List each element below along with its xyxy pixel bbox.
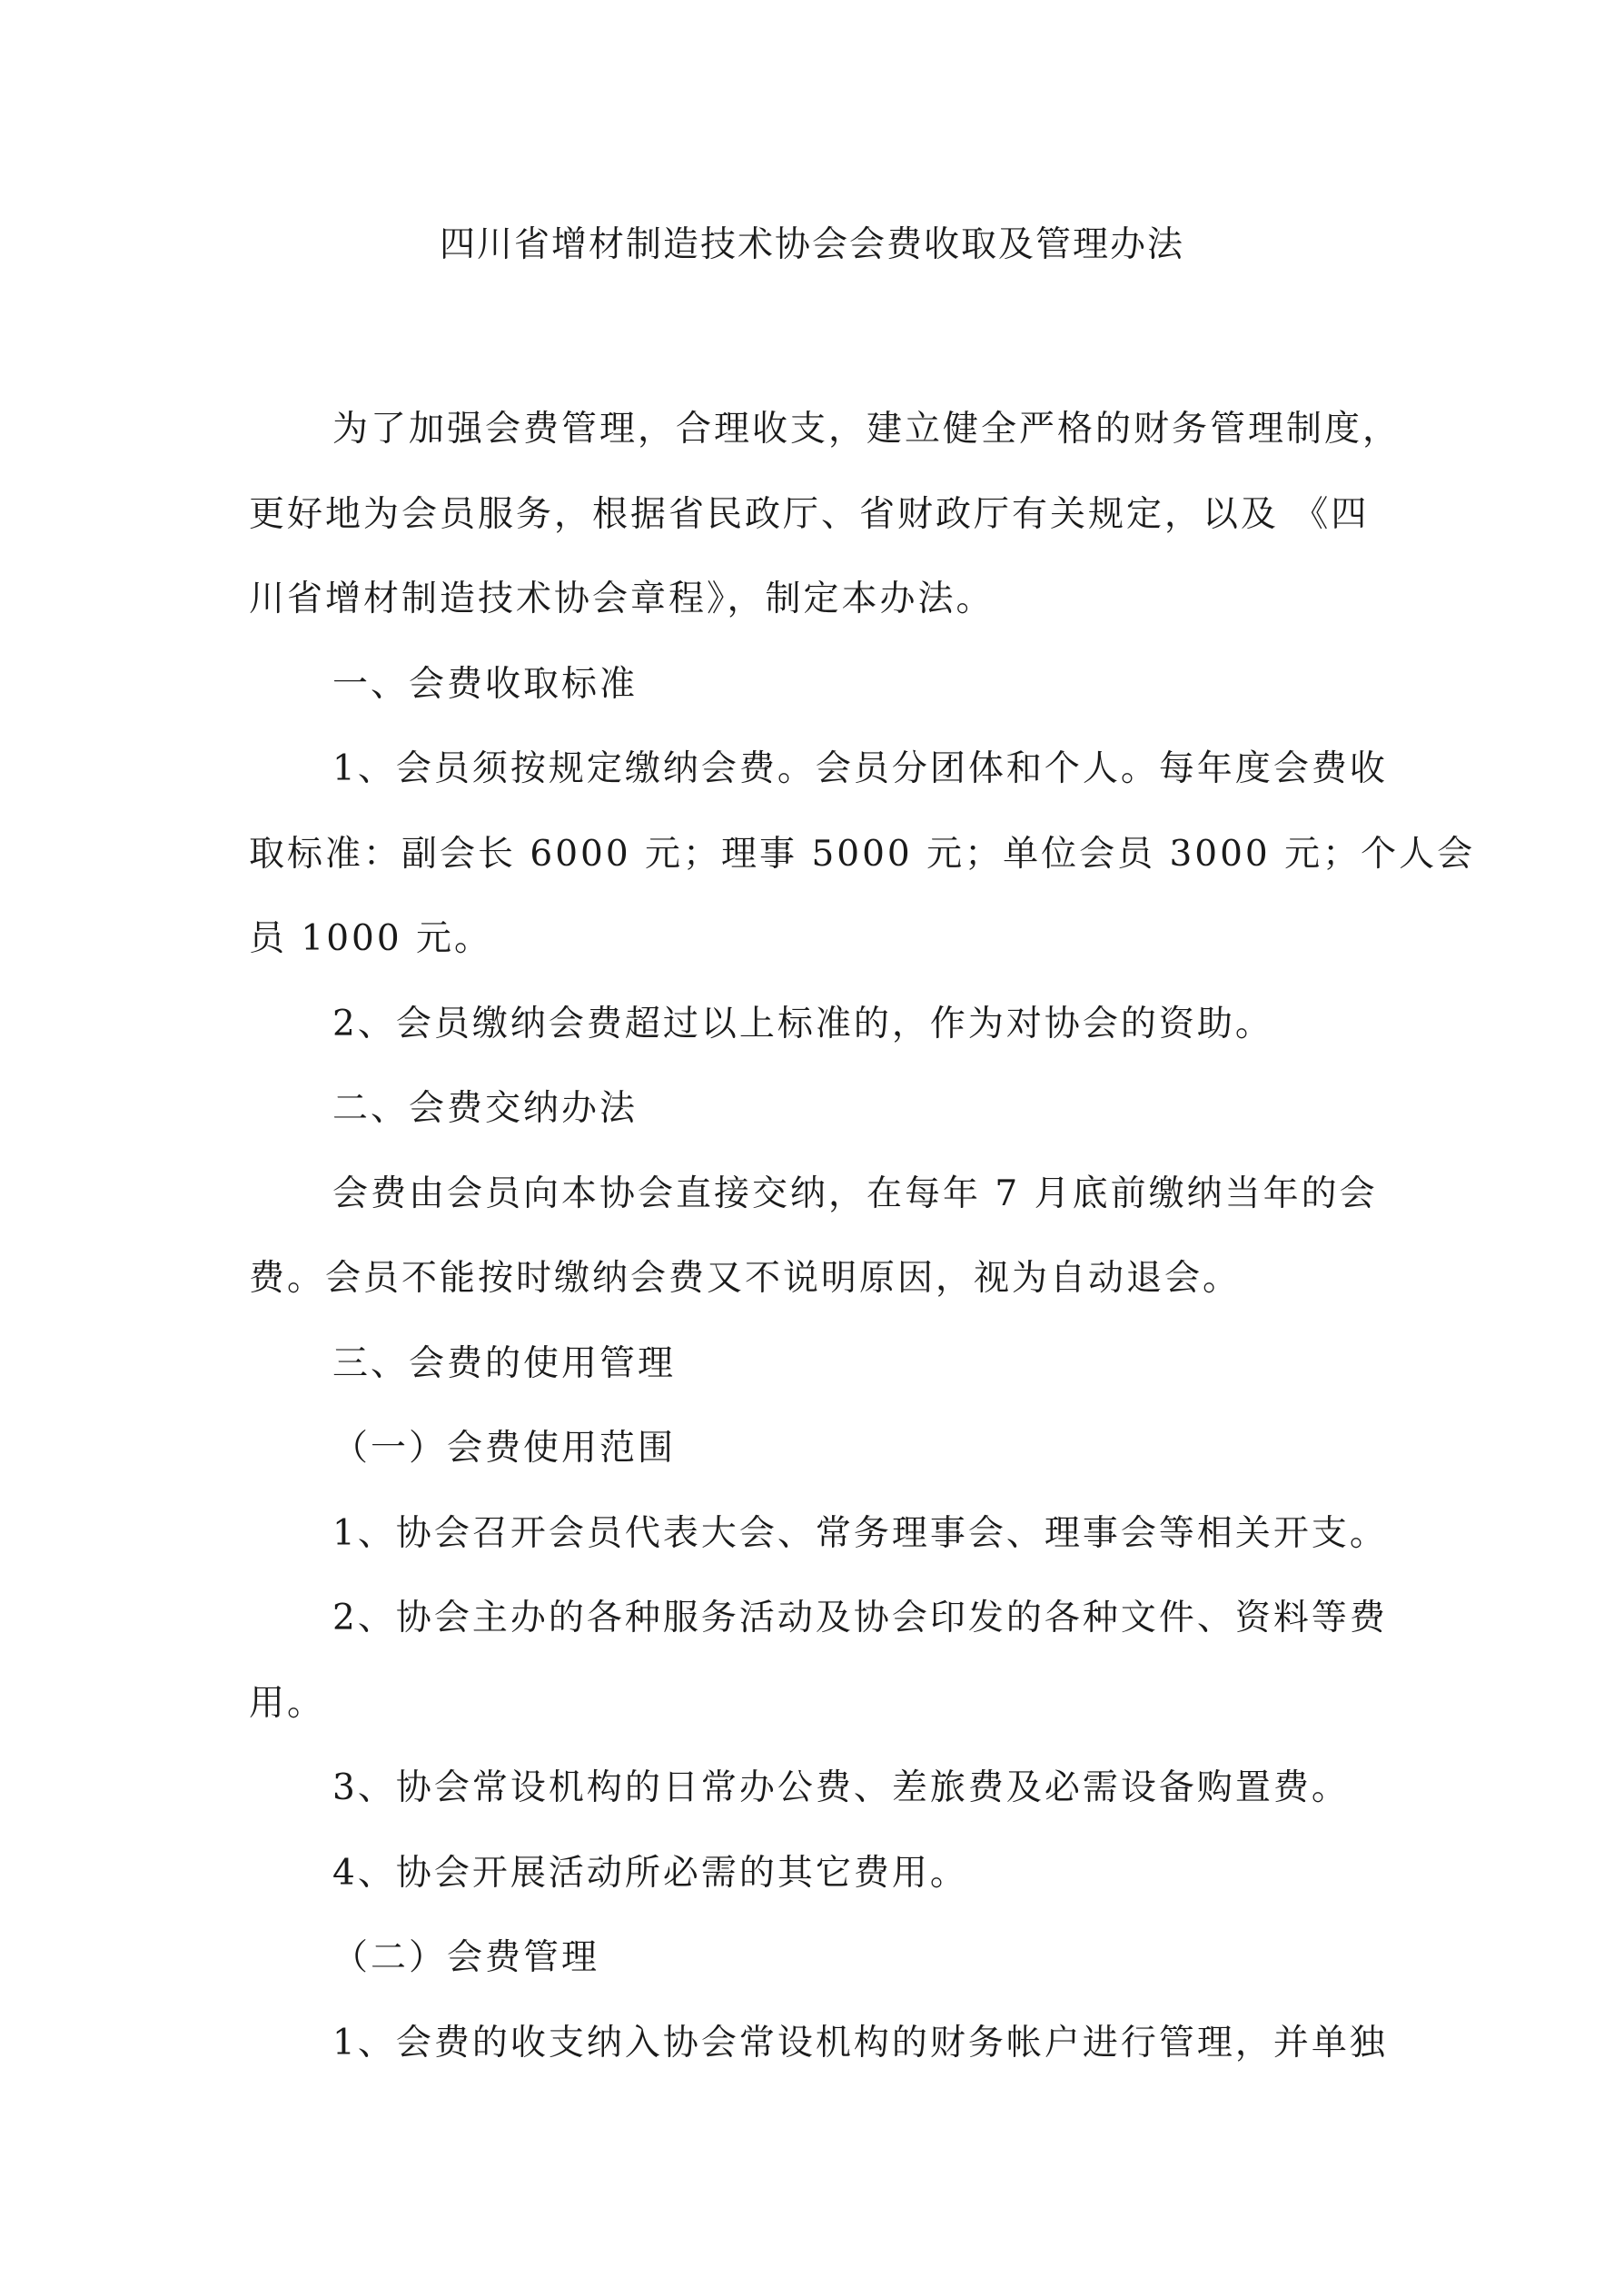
text-line: 员 1000 元。 <box>249 918 493 959</box>
text-line: 费。会员不能按时缴纳会费又不说明原因，视为自动退会。 <box>249 1258 1242 1299</box>
text-line: 会费由会员向本协会直接交纳，在每年 7 月底前缴纳当年的会 <box>332 1173 1378 1214</box>
text-line: 1、协会召开会员代表大会、常务理事会、理事会等相关开支。 <box>332 1512 1388 1554</box>
text-line: 用。 <box>249 1682 326 1724</box>
paragraph-preamble <box>249 387 1401 642</box>
text-line: 3、协会常设机构的日常办公费、差旅费及必需设备购置费。 <box>332 1767 1350 1808</box>
list-item-3 <box>249 1746 1375 1831</box>
text-line: 取标准：副会长 6000 元；理事 5000 元；单位会员 3000 元；个人会 <box>249 833 1476 875</box>
text-line: （二）会费管理 <box>332 1937 600 1978</box>
paragraph-extra-payment <box>249 982 1375 1067</box>
text-line: 三、会费的使用管理 <box>332 1342 677 1384</box>
list-item-1 <box>249 1491 1388 1577</box>
text-line: 1、会费的收支纳入协会常设机构的财务帐户进行管理，并单独 <box>332 2022 1388 2063</box>
paragraph-fee-standard <box>249 727 1476 982</box>
text-line: 二、会费交纳办法 <box>332 1088 639 1129</box>
text-line: 为了加强会费管理，合理收支，建立健全严格的财务管理制度， <box>332 409 1401 450</box>
text-line: 一、会费收取标准 <box>332 663 639 705</box>
text-line: 2、会员缴纳会费超过以上标准的，作为对协会的资助。 <box>332 1003 1273 1044</box>
list-item-4 <box>249 1831 1375 1916</box>
text-line: 川省增材制造技术协会章程》，制定本办法。 <box>249 579 995 619</box>
subsection-heading-1 <box>249 1406 1375 1491</box>
section-heading-3 <box>249 1321 1375 1407</box>
text-line: 2、协会主办的各种服务活动及协会印发的各种文件、资料等费 <box>332 1598 1388 1638</box>
list-item-2 <box>249 1576 1388 1746</box>
subsection-heading-2 <box>249 1915 1375 2001</box>
document-title: 四川省增材制造技术协会会费收取及管理办法 <box>439 224 1184 265</box>
list-item-management-1 <box>249 2001 1388 2086</box>
section-heading-2 <box>249 1066 1375 1152</box>
text-line: 1、会员须按规定缴纳会费。会员分团体和个人。每年度会费收 <box>332 748 1388 789</box>
section-heading-1 <box>249 642 1375 727</box>
text-line: （一）会费使用范围 <box>332 1428 677 1469</box>
document-body <box>249 387 1476 2085</box>
paragraph-payment-method <box>249 1152 1378 1321</box>
text-line: 更好地为会员服务，根据省民政厅、省财政厅有关规定，以及 《四 <box>249 493 1370 535</box>
text-line: 4、协会开展活动所必需的其它费用。 <box>332 1852 968 1894</box>
